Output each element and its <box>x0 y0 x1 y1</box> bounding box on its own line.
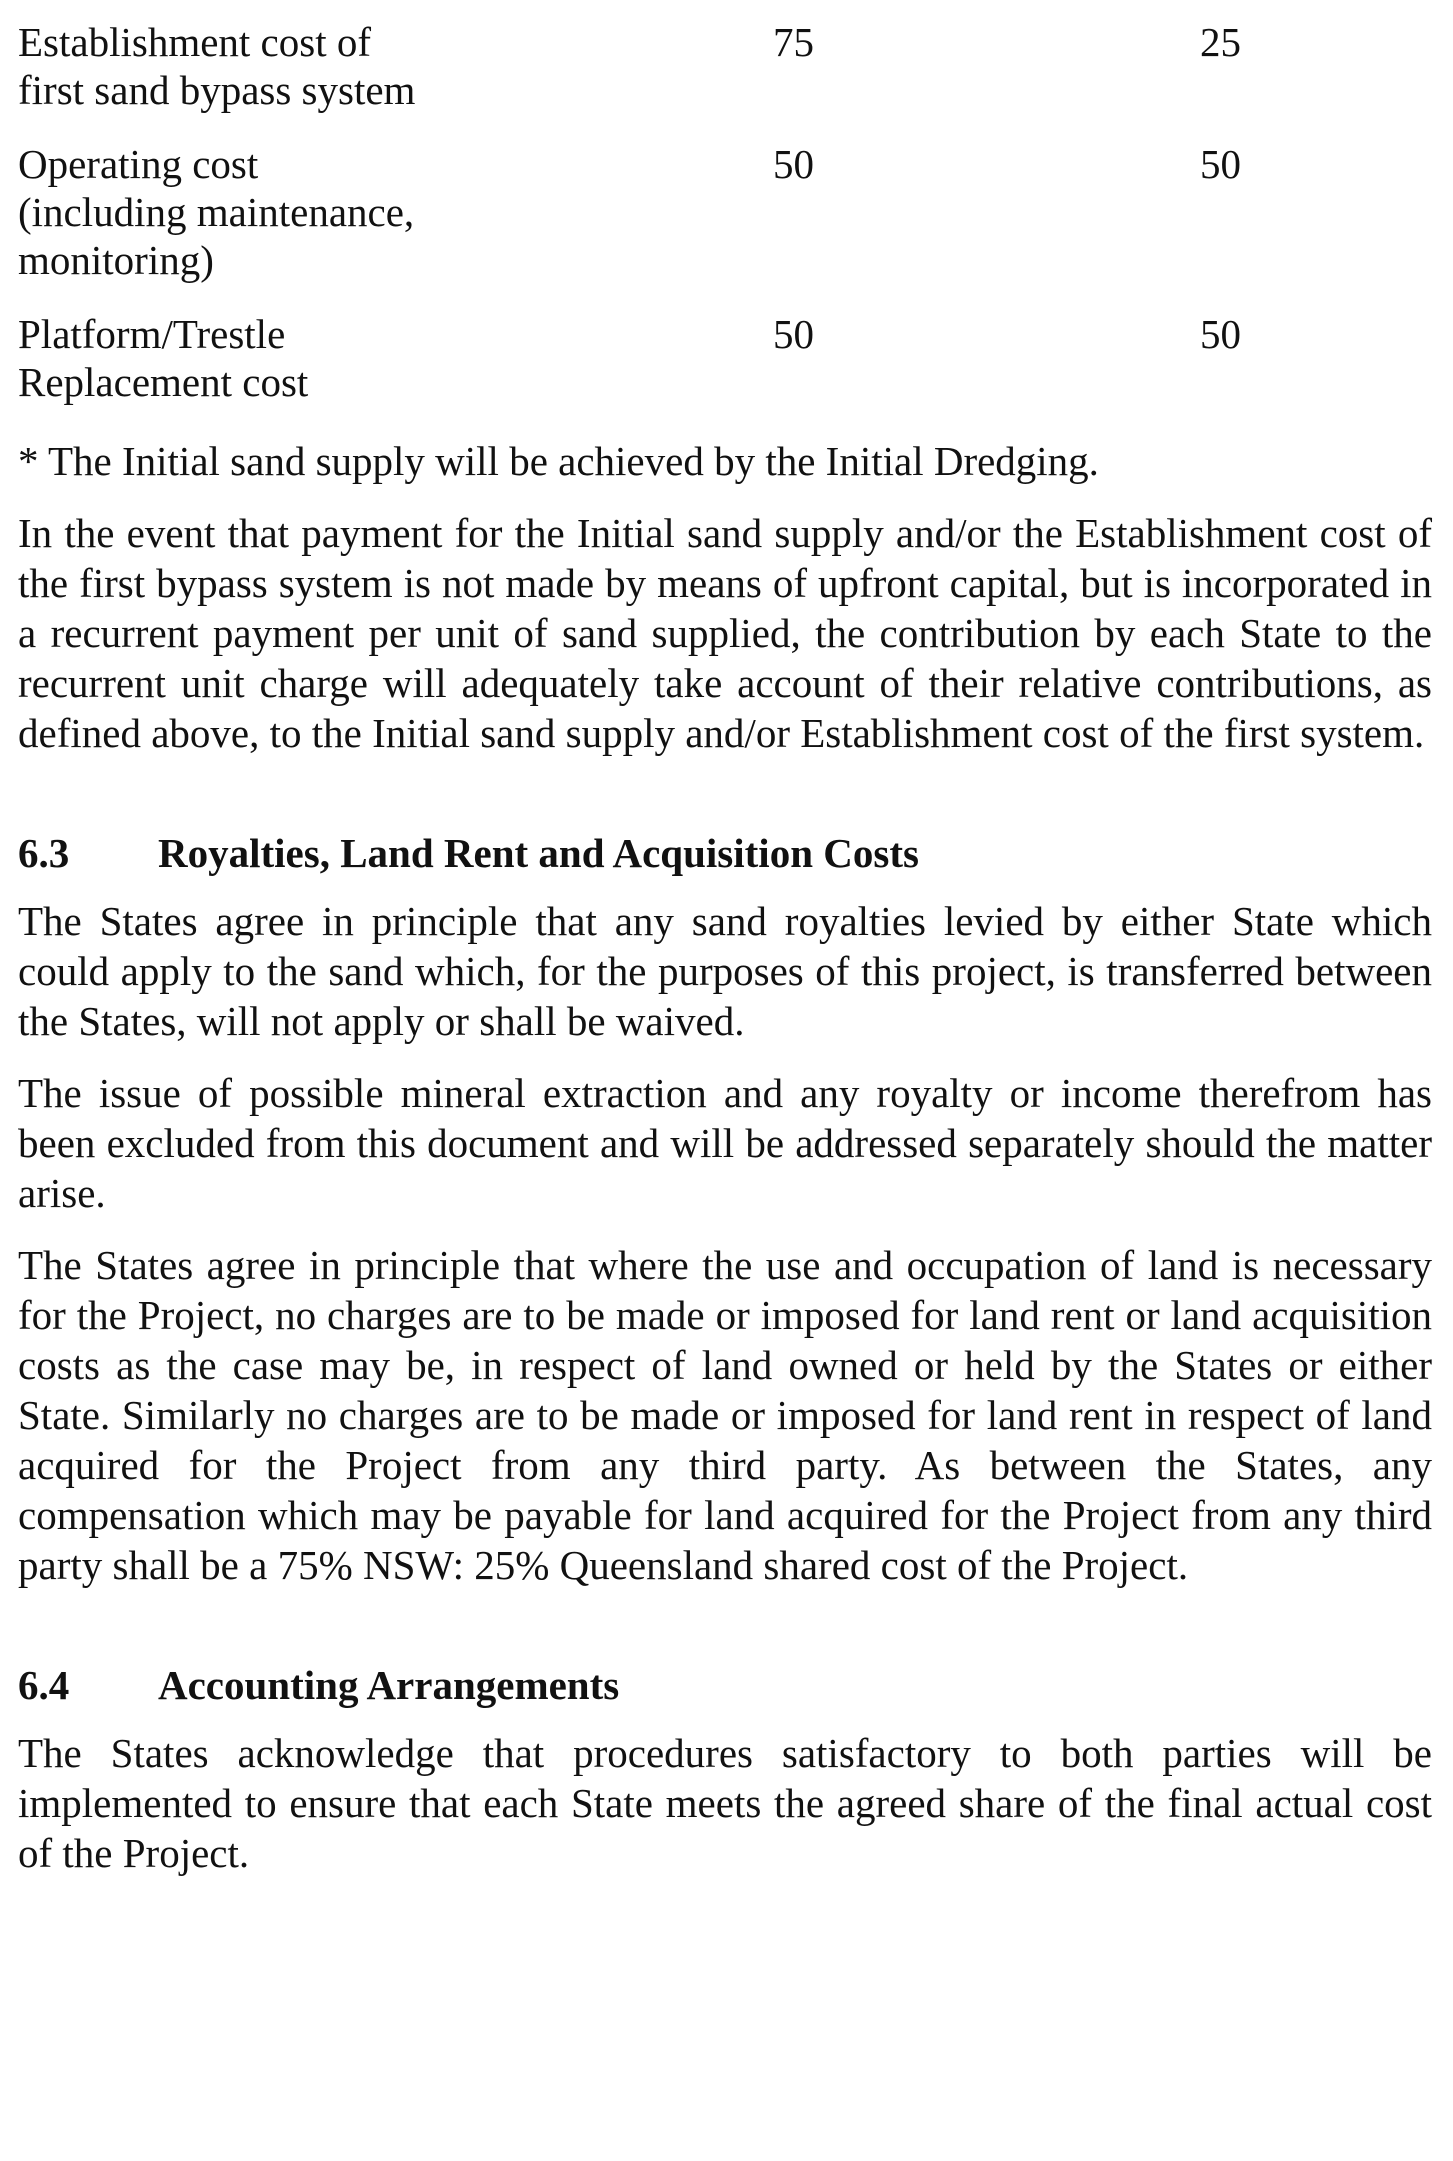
table-cell-value-a: 50 <box>773 141 814 187</box>
table-cell-value-a: 50 <box>773 311 814 357</box>
table-cell-value-b: 25 <box>1200 19 1241 65</box>
item-line: Operating cost <box>18 141 259 187</box>
table-cell-item <box>18 18 773 140</box>
section-number: 6.4 <box>18 1662 70 1708</box>
paragraph-land-rent: The States agree in principle that where the use and occupation of land is necessary for the Project, no charges are to be made or imposed for land rent or land acquisition costs as the case may be, in respect of land owned or held by the States or either State. Similarly no charges are to be made or imposed for land rent in respect of land acquired for the Project from any third party. As between the States, any compensation which may be payable for land acquired for the Project from any third party shall be a 75% NSW: 25% Queensland shared cost of the Project. <box>18 1242 1432 1588</box>
item-line: Establishment cost of <box>18 19 372 65</box>
table-cell-item <box>18 310 773 406</box>
table-cell-value-b: 50 <box>1200 141 1241 187</box>
footnote: * The Initial sand supply will be achieved by the Initial Dredging. <box>18 438 1099 484</box>
item-line: Replacement cost <box>18 359 309 405</box>
section-heading-6-4 <box>18 1660 1432 1710</box>
table-row <box>18 310 1432 406</box>
item-line: Platform/Trestle <box>18 311 286 357</box>
paragraph-royalties: The States agree in principle that any sand royalties levied by either State which could apply to the sand which, for the purposes of this project, is transferred between the States, will not apply or shall be waived. <box>18 898 1432 1044</box>
item-line: first sand bypass system <box>18 67 416 113</box>
cost-share-table <box>18 18 1432 406</box>
table-cell-item <box>18 140 773 310</box>
paragraph-accounting: The States acknowledge that procedures satisfactory to both parties will be implemented to ensure that each State meets the agreed share of the final actual cost of the Project. <box>18 1730 1432 1876</box>
table-cell-value-b: 50 <box>1200 311 1241 357</box>
table-row <box>18 140 1432 310</box>
table-cell-value-a: 75 <box>773 19 814 65</box>
paragraph-mineral-extraction: The issue of possible mineral extraction and any royalty or income therefrom has been excluded from this document and will be addressed separately should the matter arise. <box>18 1070 1432 1216</box>
section-heading-6-3 <box>18 828 1432 878</box>
paragraph-payment-event: In the event that payment for the Initial sand supply and/or the Establishment cost of the first bypass system is not made by means of upfront capital, but is incorporated in a recurrent payment per unit of sand supplied, the contribution by each State to the recurrent unit charge will adequately take account of their relative contributions, as defined above, to the Initial sand supply and/or Establishment cost of the first system. <box>18 510 1432 756</box>
item-line: (including maintenance, <box>18 189 415 235</box>
document-page <box>18 18 1432 1878</box>
table-row <box>18 18 1432 140</box>
item-line: monitoring) <box>18 237 214 283</box>
section-number: 6.3 <box>18 830 70 876</box>
section-title: Royalties, Land Rent and Acquisition Costs <box>158 830 919 876</box>
section-title: Accounting Arrangements <box>158 1662 620 1708</box>
